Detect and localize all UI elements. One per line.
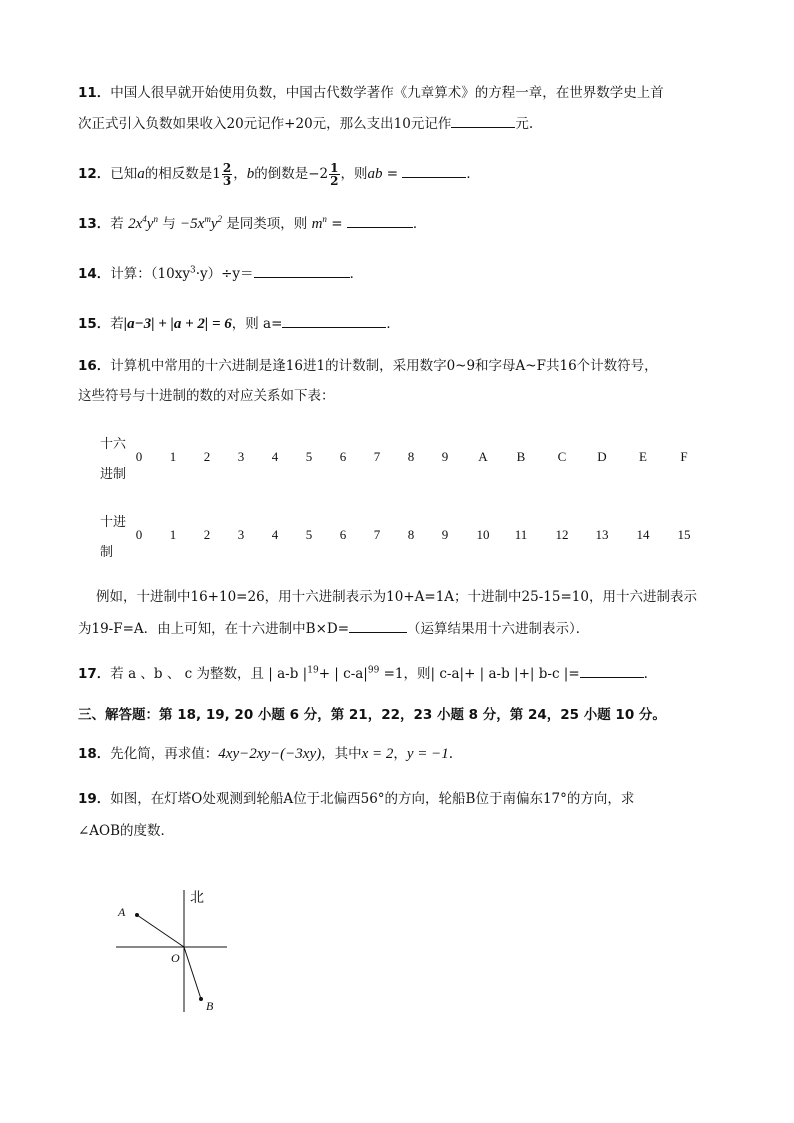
hex-cell: 0 <box>135 449 143 464</box>
question-text: 次正式引入负数如果收入20元记作+20元，那么支出10元记作 <box>78 116 452 132</box>
dec-cell: 5 <box>305 527 313 542</box>
dec-cell: 6 <box>339 527 347 542</box>
question-12 <box>78 162 480 187</box>
question-text: 为19-F=A．由上可知，在十六进制中B×D= <box>78 621 350 637</box>
question-16-line-1 <box>78 356 658 376</box>
question-number: 18． <box>78 746 111 762</box>
question-text: ． <box>386 316 400 332</box>
fraction-two-thirds <box>222 162 232 187</box>
question-text: 先化简，再求值： <box>110 746 219 762</box>
hex-cell: 4 <box>271 449 279 464</box>
variable-a: a <box>137 166 145 182</box>
question-text: （运算结果用十六进制表示）． <box>407 621 590 637</box>
dec-cell: 2 <box>203 527 211 542</box>
section-heading: 三、解答题：第 18, 19, 20 小题 6 分，第 21，22，23 小题 8 分，第 24，25 小题 10 分。 <box>78 707 666 723</box>
question-text: 若 <box>110 216 129 232</box>
question-number: 14． <box>78 266 111 282</box>
question-text: 例如，十进制中16+10=26，用十六进制表示为10+A=1A；十进制中25-15=10，用十六进制表示 <box>96 589 697 605</box>
question-16-line-2 <box>78 386 335 406</box>
row-label-line: 制 <box>100 545 114 560</box>
term-part: y <box>146 216 154 232</box>
question-15 <box>78 313 400 334</box>
question-text: 元. <box>515 116 534 132</box>
label-a: A <box>118 905 126 919</box>
question-text: 计算：（10xy <box>110 266 190 282</box>
exponent: m <box>204 214 211 224</box>
dec-cell: 13 <box>595 527 609 542</box>
condition-x: x = 2 <box>361 746 394 762</box>
answer-blank[interactable] <box>451 113 515 128</box>
answer-blank[interactable] <box>347 213 413 228</box>
row-label-line: 十进 <box>100 515 127 530</box>
label-o: O <box>171 951 180 965</box>
question-number: 13． <box>78 216 111 232</box>
question-text: 这些符号与十进制的数的对应关系如下表： <box>78 388 335 404</box>
equals-sign: = <box>382 166 403 182</box>
answer-blank[interactable] <box>349 618 407 633</box>
ray-oa <box>137 915 184 947</box>
answer-blank[interactable] <box>254 263 350 278</box>
numerator: 1 <box>330 161 339 175</box>
question-11-line-2 <box>78 113 533 134</box>
hex-cell: 3 <box>237 449 245 464</box>
dec-cell: 8 <box>407 527 415 542</box>
question-19-line-1 <box>78 789 634 809</box>
exponent: 3 <box>189 265 196 276</box>
dec-cell: 3 <box>237 527 245 542</box>
question-text: ·y）÷y＝ <box>195 266 254 282</box>
dec-cell: 14 <box>636 527 650 542</box>
question-text: ． <box>412 216 427 232</box>
hex-cell: A <box>478 449 488 464</box>
exponent: n <box>322 214 327 224</box>
hex-cell: 8 <box>407 449 415 464</box>
point-a <box>135 913 139 917</box>
question-13 <box>78 213 426 234</box>
question-text: . <box>643 666 648 682</box>
hex-cell: E <box>639 449 647 464</box>
hex-cell: 9 <box>441 449 449 464</box>
question-text: . <box>448 746 454 762</box>
row-label-line: 十六 <box>100 437 127 452</box>
numerator: 2 <box>222 161 232 175</box>
denominator: 2 <box>330 174 339 188</box>
question-number: 11． <box>78 85 111 101</box>
dec-cell: 9 <box>441 527 449 542</box>
question-text: 与 <box>157 216 181 232</box>
question-number: 19． <box>78 791 111 807</box>
variable-ab: ab <box>367 166 383 182</box>
question-text: 的倒数是−2 <box>254 166 329 182</box>
hex-cell: 5 <box>305 449 313 464</box>
equation: |a−3| + |a + 2| = 6 <box>123 316 232 332</box>
hex-table <box>100 430 700 560</box>
dec-cell: 15 <box>677 527 691 542</box>
question-text: + | c-a| <box>318 666 368 682</box>
question-text: ． <box>466 166 480 182</box>
term-2 <box>180 216 222 232</box>
question-text: 如图，在灯塔O处观测到轮船A位于北偏西56°的方向，轮船B位于南偏东17°的方向，求 <box>110 791 635 807</box>
question-11-line-1 <box>78 83 664 103</box>
term-part: −5x <box>180 216 205 232</box>
question-text: 若 <box>110 316 124 332</box>
question-text: 的相反数是1 <box>144 166 221 182</box>
answer-blank[interactable] <box>282 313 386 328</box>
dec-cell: 4 <box>271 527 279 542</box>
question-text: ，则 a= <box>231 316 283 332</box>
dec-cell: 7 <box>373 527 381 542</box>
question-text: 若 a 、b 、 c 为整数，且 | a-b | <box>110 666 308 682</box>
question-text: 计算机中常用的十六进制是逢16进1的计数制，采用数字0~9和字母A~F共16个计数符号， <box>110 358 658 374</box>
answer-blank[interactable] <box>580 663 644 678</box>
question-text: ，则 <box>340 166 368 182</box>
question-14 <box>78 263 363 284</box>
hex-cell: 2 <box>203 449 211 464</box>
hex-cell: B <box>516 449 526 464</box>
north-label: 北 <box>190 890 204 906</box>
dec-cell: 11 <box>514 527 528 542</box>
question-text: ∠AOB的度数． <box>78 823 175 839</box>
question-text: ， <box>393 746 407 762</box>
question-text: ． <box>349 266 364 282</box>
exponent: 2 <box>217 214 222 224</box>
hex-cell: 6 <box>339 449 347 464</box>
expression: 4xy−2xy−(−3xy) <box>218 746 322 762</box>
dec-cell: 0 <box>135 527 143 542</box>
ray-ob <box>184 947 201 999</box>
question-17 <box>78 663 648 684</box>
question-number: 12． <box>78 166 111 182</box>
question-18 <box>78 744 453 764</box>
dec-cell: 12 <box>555 527 569 542</box>
label-b: B <box>206 999 214 1013</box>
dec-cell: 1 <box>169 527 177 542</box>
question-16-example-1 <box>96 587 697 607</box>
question-number: 16． <box>78 358 111 374</box>
question-number: 15． <box>78 316 111 332</box>
question-text: 已知 <box>110 166 138 182</box>
question-text: ，其中 <box>321 746 362 762</box>
equals-sign: = <box>326 216 347 232</box>
hex-cell: 1 <box>169 449 177 464</box>
answer-blank[interactable] <box>402 163 466 178</box>
question-16-example-2 <box>78 618 589 639</box>
question-text: ， <box>233 166 247 182</box>
question-text: 是同类项，则 <box>221 216 312 232</box>
exponent: 99 <box>367 665 380 676</box>
question-19-line-2 <box>78 821 174 841</box>
point-b <box>199 997 203 1001</box>
hex-cell: 7 <box>373 449 381 464</box>
question-text: =1，则| c-a|+ | a-b |+| b-c |= <box>379 666 580 682</box>
hex-cell: F <box>680 449 688 464</box>
term-part: y <box>210 216 218 232</box>
denominator: 3 <box>222 174 232 188</box>
question-number: 17． <box>78 666 111 682</box>
variable-b: b <box>246 166 255 182</box>
fraction-one-half <box>329 162 339 187</box>
term-1 <box>128 216 158 232</box>
term-part: 2x <box>128 216 143 232</box>
exponent: n <box>153 214 158 224</box>
exponent: 4 <box>142 214 147 224</box>
dec-cell: 10 <box>476 527 490 542</box>
term-part: m <box>311 216 323 232</box>
question-text: 中国人很早就开始使用负数，中国古代数学著作《九章算术》的方程一章，在世界数学史上首 <box>110 85 664 101</box>
condition-y: y = −1 <box>406 746 449 762</box>
exponent: 19 <box>307 665 319 676</box>
hex-cell: C <box>557 449 567 464</box>
bearing-diagram <box>100 880 260 1020</box>
hex-cell: D <box>597 449 607 464</box>
row-label-line: 进制 <box>100 467 127 482</box>
term-mn <box>312 216 327 232</box>
